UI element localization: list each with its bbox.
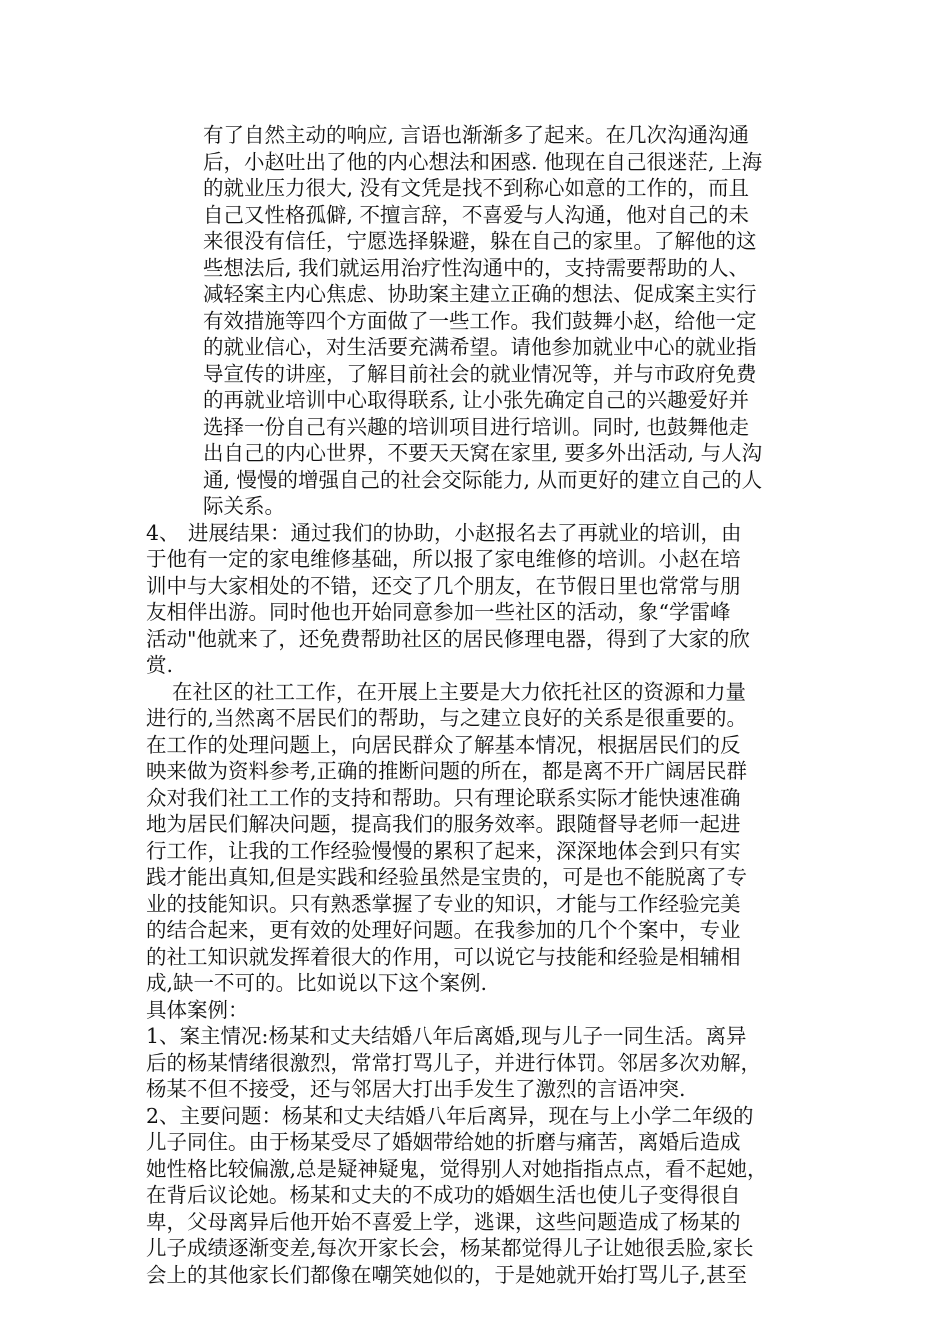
- text-line: 成,缺一不可的。比如说以下这个案例.: [146, 971, 488, 995]
- text-line: 减轻案主内心焦虑、协助案主建立正确的想法、促成案主实行: [203, 282, 757, 306]
- text-line: 行工作，让我的工作经验慢慢的累积了起来，深深地体会到只有实: [146, 839, 741, 863]
- text-line: 于他有一定的家电维修基础，所以报了家电维修的培训。小赵在培: [146, 547, 741, 571]
- text-line: 1、案主情况:杨某和丈夫结婚八年后离婚,现与儿子一同生活。离异: [146, 1024, 747, 1048]
- text-line: 来很没有信任，宁愿选择躲避，躲在自己的家里。了解他的这: [203, 229, 757, 253]
- text-line: 导宣传的讲座，了解目前社会的就业情况等，并与市政府免费: [203, 362, 757, 386]
- text-line: 2、主要问题：杨某和丈夫结婚八年后离异，现在与上小学二年级的: [146, 1104, 754, 1128]
- text-line: 儿子成绩逐渐变差,每次开家长会，杨某都觉得儿子让她很丢脸,家长: [146, 1236, 754, 1260]
- text-line: 她性格比较偏激,总是疑神疑鬼，觉得别人对她指指点点，看不起她，: [146, 1157, 768, 1181]
- text-line: 在背后议论她。杨某和丈夫的不成功的婚姻生活也使儿子变得很自: [146, 1183, 741, 1207]
- text-line: 在工作的处理问题上，向居民群众了解基本情况，根据居民们的反: [146, 733, 741, 757]
- text-line: 的再就业培训中心取得联系, 让小张先确定自己的兴趣爱好并: [203, 388, 750, 412]
- text-line: 自己又性格孤僻, 不擅言辞，不喜爱与人沟通，他对自己的未: [203, 203, 750, 227]
- text-line: 进行的,当然离不居民们的帮助，与之建立良好的关系是很重要的。: [146, 706, 748, 730]
- text-line: 活动"他就来了，还免费帮助社区的居民修理电器，得到了大家的欣: [146, 627, 750, 651]
- text-line: 业的技能知识。只有熟悉掌握了专业的知识，才能与工作经验完美: [146, 892, 741, 916]
- text-line: 儿子同住。由于杨某受尽了婚姻带给她的折磨与痛苦，离婚后造成: [146, 1130, 741, 1154]
- text-line: 众对我们社工工作的支持和帮助。只有理论联系实际才能快速准确: [146, 786, 741, 810]
- text-line: 出自己的内心世界，不要天天窝在家里, 要多外出活动, 与人沟: [203, 441, 763, 465]
- case-heading: 具体案例：: [146, 998, 249, 1022]
- text-line: 卑，父母离异后他开始不喜爱上学，逃课，这些问题造成了杨某的: [146, 1210, 741, 1234]
- text-line: 的就业压力很大, 没有文凭是找不到称心如意的工作的，而且: [203, 176, 750, 200]
- text-line: 地为居民们解决问题，提高我们的服务效率。跟随督导老师一起进: [146, 812, 741, 836]
- item-number: 4、: [146, 521, 180, 545]
- text-line: 的社工知识就发挥着很大的作用，可以说它与技能和经验是相辅相: [146, 945, 741, 969]
- text-line: 会上的其他家长们都像在嘲笑她似的，于是她就开始打骂儿子,甚至: [146, 1263, 748, 1287]
- text-line: 际关系。: [203, 494, 285, 518]
- text-line: 训中与大家相处的不错，还交了几个朋友，在节假日里也常常与朋: [146, 574, 741, 598]
- text-line: 通, 慢慢的增强自己的社会交际能力, 从而更好的建立自己的人: [203, 468, 763, 492]
- text-line: 在社区的社工工作，在开展上主要是大力依托社区的资源和力量: [172, 680, 746, 704]
- text-line: 的就业信心，对生活要充满希望。请他参加就业中心的就业指: [203, 335, 757, 359]
- item-text: 进展结果：通过我们的协助，小赵报名去了再就业的培训，由: [188, 521, 742, 545]
- text-line: 杨某不但不接受，还与邻居大打出手发生了激烈的言语冲突.: [146, 1077, 686, 1101]
- text-line: 的结合起来，更有效的处理好问题。在我参加的几个个案中，专业: [146, 918, 741, 942]
- text-line: 有了自然主动的响应, 言语也渐渐多了起来。在几次沟通沟通: [203, 123, 750, 147]
- text-line: 践才能出真知,但是实践和经验虽然是宝贵的，可是也不能脱离了专: [146, 865, 748, 889]
- text-line: 些想法后, 我们就运用治疗性沟通中的，支持需要帮助的人、: [203, 256, 750, 280]
- text-line: 映来做为资料参考,正确的推断问题的所在，都是离不开广阔居民群: [146, 759, 748, 783]
- text-line: 后的杨某情绪很激烈，常常打骂儿子，并进行体罚。邻居多次劝解，: [146, 1051, 761, 1075]
- text-line: [146, 520, 742, 546]
- text-line: 后，小赵吐出了他的内心想法和困惑. 他现在自己很迷茫, 上海: [203, 150, 763, 174]
- text-line: 赏.: [146, 653, 174, 677]
- text-line: 友相伴出游。同时他也开始同意参加一些社区的活动，象“学雷峰: [146, 600, 731, 624]
- text-line: 有效措施等四个方面做了一些工作。我们鼓舞小赵，给他一定: [203, 309, 757, 333]
- text-line: 选择一份自己有兴趣的培训项目进行培训。同时, 也鼓舞他走: [203, 415, 750, 439]
